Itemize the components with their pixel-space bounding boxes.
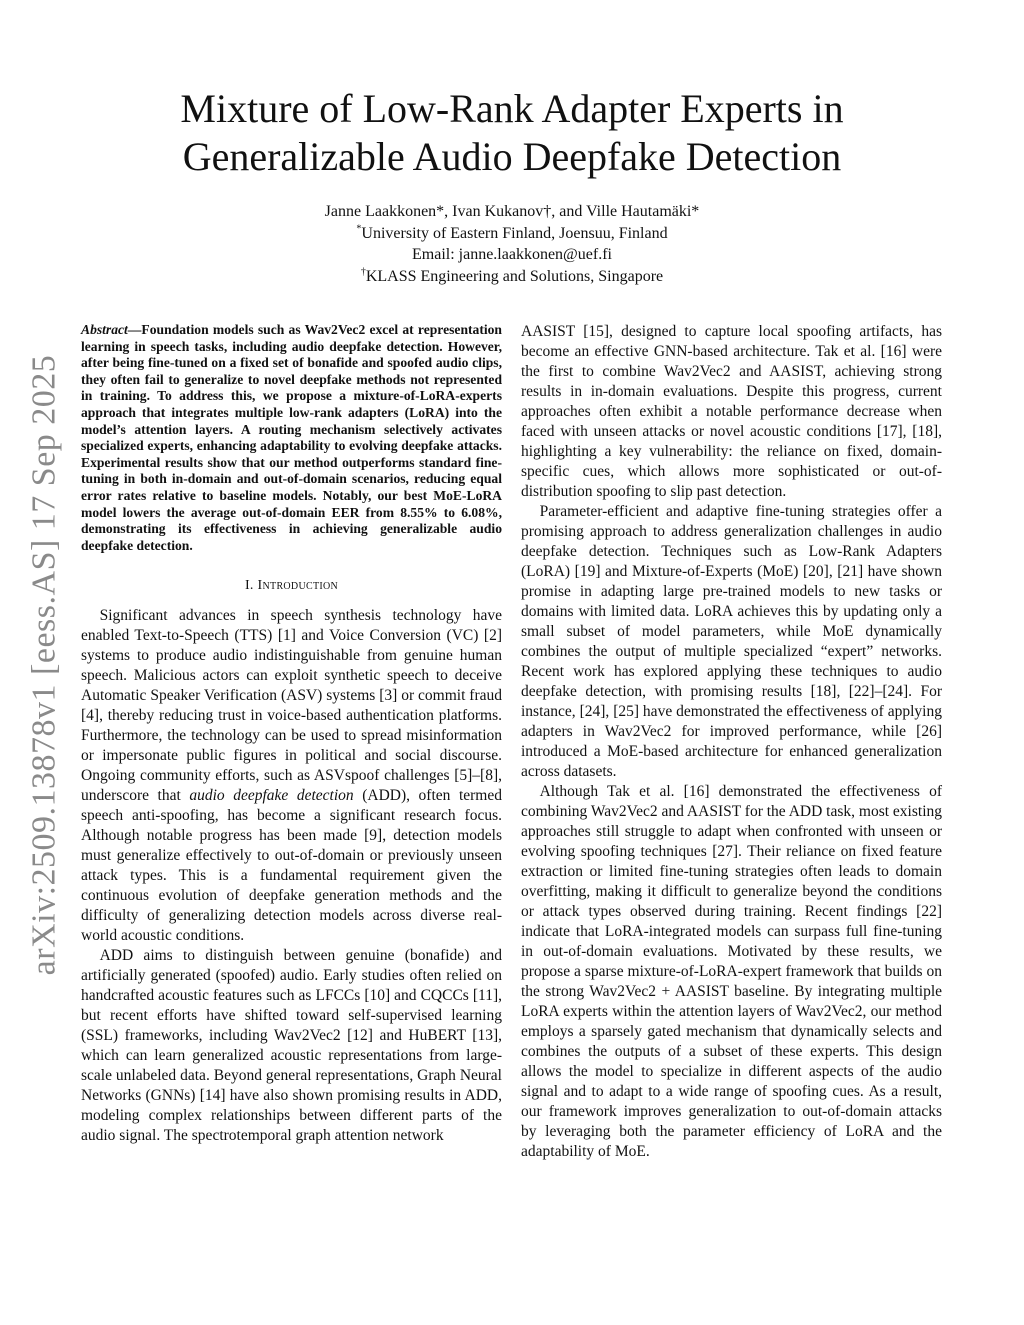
author-block — [100, 201, 924, 287]
arxiv-identifier-stamp — [8, 354, 80, 976]
affiliation-2-mark: † — [360, 266, 366, 278]
intro-paragraph-1-part-b: (ADD), often termed speech anti-spoofing, has become a significant research focus. Although notable progress has been made [9], detection models must generalize effectively to out-of-domain or previously unseen attack types. This is a fundamental requirement given the continuous evolution of deepfake generation methods and the difficulty of generalizing detection models across diverse real-world acoustic conditions. — [81, 787, 502, 945]
intro-paragraph-1-part-a: Significant advances in speech synthesis technology have enabled Text-to-Speech (TTS) [1] and Voice Conversion (VC) [2] systems to produce audio indistinguishable from genuine human speech. Malicious actors can exploit synthetic speech to deceive Automatic Speaker Verification (ASV) systems [3] or commit fraud [4], thereby reducing trust in voice-based authentication platforms. Furthermore, the technology can be used to spread misinformation or impersonate public figures in political and social discourse. Ongoing community efforts, such as ASVspoof challenges [5]–[8], underscore that — [81, 607, 502, 805]
right-column — [521, 322, 942, 1162]
abstract-label: Abstract— — [81, 322, 142, 337]
intro-paragraph-2: ADD aims to distinguish between genuine (bonafide) and artificially generated (spoofed) audio. Early studies often relied on handcrafted acoustic features such as LFCCs [10] and CQCCs [11], but recent efforts have shifted toward self-supervised learning (SSL) frameworks, including Wav2Vec2 [12] and HuBERT [13], which can learn generalized acoustic representations from large-scale unlabeled data. Beyond general representations, Graph Neural Networks (GNNs) [14] have also shown promising results in ADD, modeling complex relationships between different parts of the audio signal. The spectrotemporal graph attention network — [81, 947, 502, 1145]
left-column — [81, 322, 502, 1146]
right-paragraph-3: Although Tak et al. [16] demonstrated the effectiveness of combining Wav2Vec2 and AASIST for the ADD task, most existing approaches still struggle to adapt when confronted with unseen or evolving spoofing techniques [27]. Their reliance on fixed feature extraction or limited fine-tuning strategies often leads to domain overfitting, making it difficult to generalize beyond the conditions or attack types observed during training. Recent findings [22] indicate that LoRA-integrated models can surpass full fine-tuning in out-of-domain evaluations. Motivated by these results, we propose a sparse mixture-of-LoRA-expert framework that builds on the strong Wav2Vec2 + AASIST baseline. By integrating multiple LoRA experts within the attention layers of Wav2Vec2, our method employs a sparsely gated mechanism that dynamically selects and combines the outputs of a subset of these experts. This design allows the model to specialize in different aspects of the audio signal and to adapt to a wide range of spoofing cues. As a result, our framework improves generalization to out-of-domain attacks by leveraging both the parameter efficiency of LoRA and the adaptability of MoE. — [521, 783, 942, 1160]
section-heading-introduction — [81, 576, 502, 596]
intro-paragraph-1-emphasis: audio deepfake detection — [189, 787, 354, 805]
section-number: I. — [244, 578, 254, 594]
abstract-text: Foundation models such as Wav2Vec2 excel at representation learning in speech tasks, including audio deepfake detection. However, after being fine-tuned on a fixed set of bonafide and spoofed audio clips, they often fail to generalize to novel deepfake methods not represented in training. To address this, we propose a mixture-of-LoRA-experts approach that integrates multiple low-rank adapters (LoRA) into the model’s attention layers. A routing mechanism selectively activates specialized experts, enhancing adaptability to evolving deepfake attacks. Experimental results show that our method outperforms standard fine-tuning in both in-domain and out-of-domain scenarios, reducing equal error rates relative to baseline models. Notably, our best MoE-LoRA model lowers the average out-of-domain EER from 8.55% to 6.08%, demonstrating its effectiveness in achieving generalizable audio deepfake detection. — [81, 322, 502, 553]
arxiv-identifier-text: arXiv:2509.13878v1 [eess.AS] 17 Sep 2025 — [25, 354, 62, 976]
abstract — [81, 322, 502, 554]
right-paragraph-2: Parameter-efficient and adaptive fine-tuning strategies offer a promising approach to address generalization challenges in audio deepfake detection. Techniques such as Low-Rank Adapters (LoRA) [19] and Mixture-of-Experts (MoE) [20], [21] have shown promise in adapting large pre-trained models to new tasks or domains with limited data. LoRA achieves this by updating only a small subset of model parameters, while MoE dynamically combines the output of multiple specialized “expert” networks. Recent work has explored applying these techniques to audio deepfake detection, with promising results [18], [22]–[24]. For instance, [24], [25] have demonstrated the effectiveness of applying adapters in Wav2Vec2 for improved performance, while [26] introduced a MoE-based architecture for enhanced generalization across datasets. — [521, 503, 942, 780]
paper-title — [100, 85, 924, 181]
intro-paragraph-1 — [81, 606, 502, 946]
affiliation-1-mark: * — [356, 223, 362, 235]
author-list: Janne Laakkonen*, Ivan Kukanov†, and Ville Hautamäki* — [324, 203, 700, 220]
section-title: Introduction — [257, 578, 339, 594]
paper-title-line-2: Generalizable Audio Deepfake Detection — [182, 134, 842, 179]
affiliation-1-text: University of Eastern Finland, Joensuu, Finland — [361, 224, 668, 242]
author-email: Email: janne.laakkonen@uef.fi — [412, 246, 612, 263]
affiliation-2-text: KLASS Engineering and Solutions, Singapore — [365, 267, 664, 285]
paper-title-line-1: Mixture of Low-Rank Adapter Experts in — [180, 86, 844, 131]
affiliation-1 — [100, 223, 924, 244]
affiliation-2 — [100, 266, 924, 287]
right-paragraph-1: AASIST [15], designed to capture local spoofing artifacts, has become an effective GNN-based architecture. Tak et al. [16] were the first to combine Wav2Vec2 and AASIST, achieving strong results in in-domain evaluations. Despite this progress, current approaches often exhibit a notable performance decrease when faced with unseen attacks or novel acoustic conditions [17], [18], highlighting a key vulnerability: the reliance on fixed, domain-specific cues, which allows more sophisticated or out-of-distribution spoofing to slip past detection. — [521, 323, 942, 500]
